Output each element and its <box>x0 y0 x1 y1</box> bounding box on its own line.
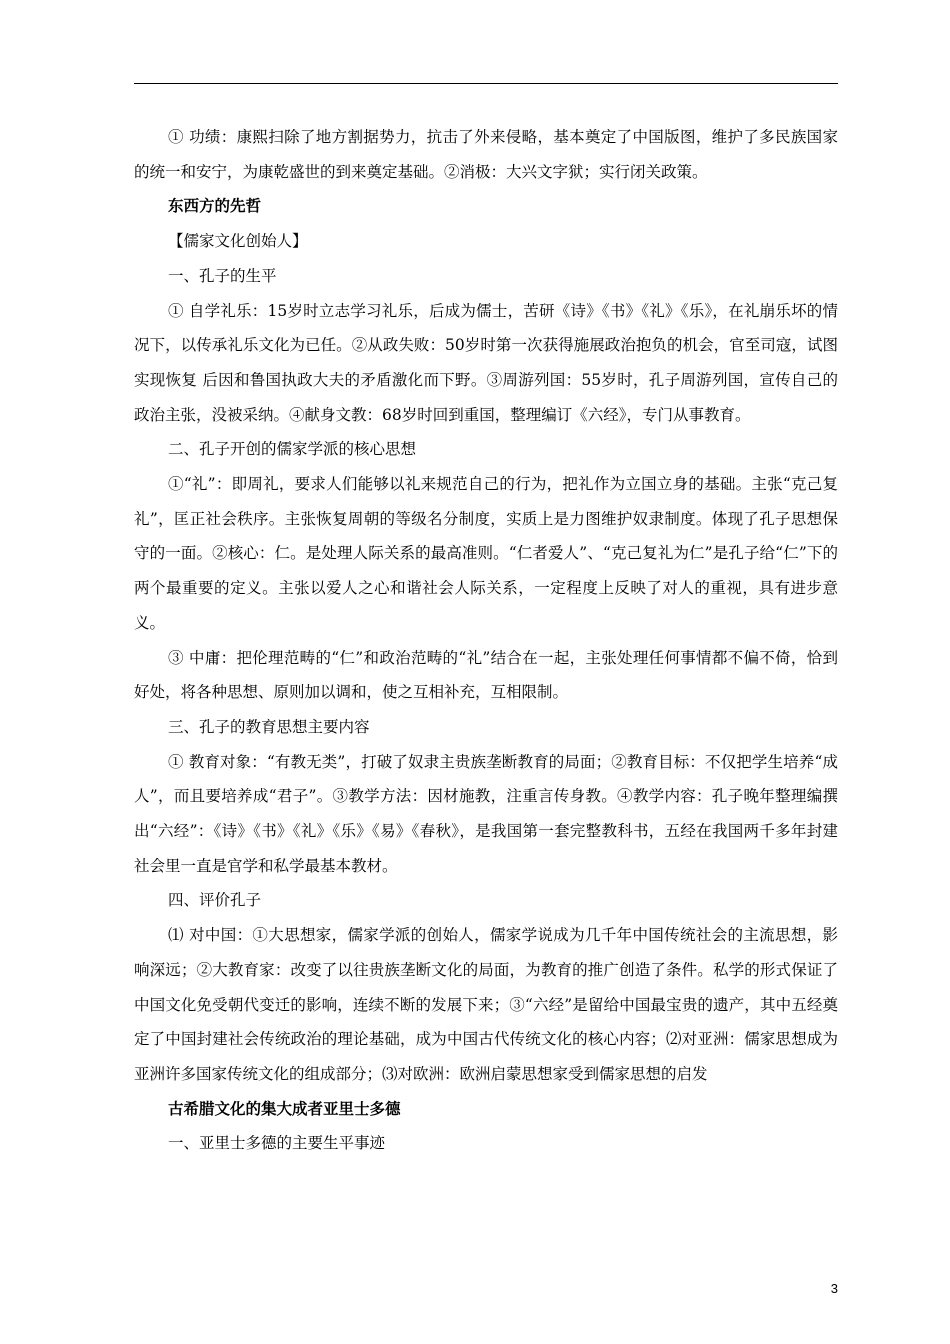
page-number: 3 <box>830 1281 838 1296</box>
paragraph-confucius-life: ① 自学礼乐：15岁时立志学习礼乐，后成为儒士，苦研《诗》《书》《礼》《乐》，在礼崩乐坏的情况下，以传承礼乐文化为已任。②从政失败：50岁时第一次获得施展政治抱负的机会，官至司寇，试图实现恢复 后因和鲁国执政大夫的矛盾激化而下野。③周游列国：55岁时，孔子周游列国，宣传自己的政治主张，没被采纳。④献身文教：68岁时回到重国，整理编订《六经》，专门从事教育。 <box>134 301 838 424</box>
header-rule <box>134 83 838 84</box>
document-body <box>134 120 838 1161</box>
paragraph-evaluation: ⑴ 对中国：①大思想家，儒家学派的创始人，儒家学说成为几千年中国传统社会的主流思想，影响深远；②大教育家：改变了以往贵族垄断文化的局面，为教育的推广创造了条件。私学的形式保证了中国文化免受朝代变迁的影响，连续不断的发展下来；③“六经”是留给中国最宝贵的遗产，其中五经奠定了中国封建社会传统政治的理论基础，成为中国古代传统文化的核心内容；⑵对亚洲：儒家思想成为亚洲许多国家传统文化的组成部分；⑶对欧洲：欧洲启蒙思想家受到儒家思想的启发 <box>134 926 838 1083</box>
subheading-evaluation: 四、评价孔子 <box>168 891 262 910</box>
subheading-confucius-life: 一、孔子的生平 <box>168 266 277 285</box>
subheading-aristotle-life: 一、亚里士多德的主要生平事迹 <box>168 1134 386 1153</box>
paragraph-education: ① 教育对象：“有教无类”，打破了奴隶主贵族垄断教育的局面；②教育目标：不仅把学生培养“成人”，而且要培养成“君子”。③教学方法：因材施教，注重言传身教。④教学内容：孔子晚年整理编撰出“六经”：《诗》《书》《礼》《乐》《易》《春秋》，是我国第一套完整教科书，五经在我国两千多年封建社会里一直是官学和私学最基本教材。 <box>134 752 838 875</box>
subheading-education: 三、孔子的教育思想主要内容 <box>168 717 370 736</box>
paragraph-li-ren: ①“礼”：即周礼，要求人们能够以礼来规范自己的行为，把礼作为立国立身的基础。主张“克己复礼”，匡正社会秩序。主张恢复周朝的等级名分制度，实质上是力图维护奴隶制度。体现了孔子思想保守的一面。②核心：仁。是处理人际关系的最高准则。“仁者爱人”、“克己复礼为仁”是孔子给“仁”下的两个最重要的定义。主张以爱人之心和谐社会人际关系，一定程度上反映了对人的重视，具有进步意义。 <box>134 475 838 632</box>
paragraph-zhongyong: ③ 中庸：把伦理范畴的“仁”和政治范畴的“礼”结合在一起，主张处理任何事情都不偏不倚，恰到好处，将各种思想、原则加以调和，使之互相补充，互相限制。 <box>134 648 838 702</box>
subheading-core-thought: 二、孔子开创的儒家学派的核心思想 <box>168 440 417 459</box>
paragraph-kangxi-achievements: ① 功绩：康熙扫除了地方割据势力，抗击了外来侵略，基本奠定了中国版图，维护了多民族国家的统一和安宁，为康乾盛世的到来奠定基础。②消极：大兴文字狱；实行闭关政策。 <box>134 128 838 181</box>
section-heading-aristotle: 古希腊文化的集大成者亚里士多德 <box>168 1098 401 1118</box>
subheading-confucian-founder: 【儒家文化创始人】 <box>168 232 308 251</box>
section-heading-sages: 东西方的先哲 <box>168 196 262 216</box>
